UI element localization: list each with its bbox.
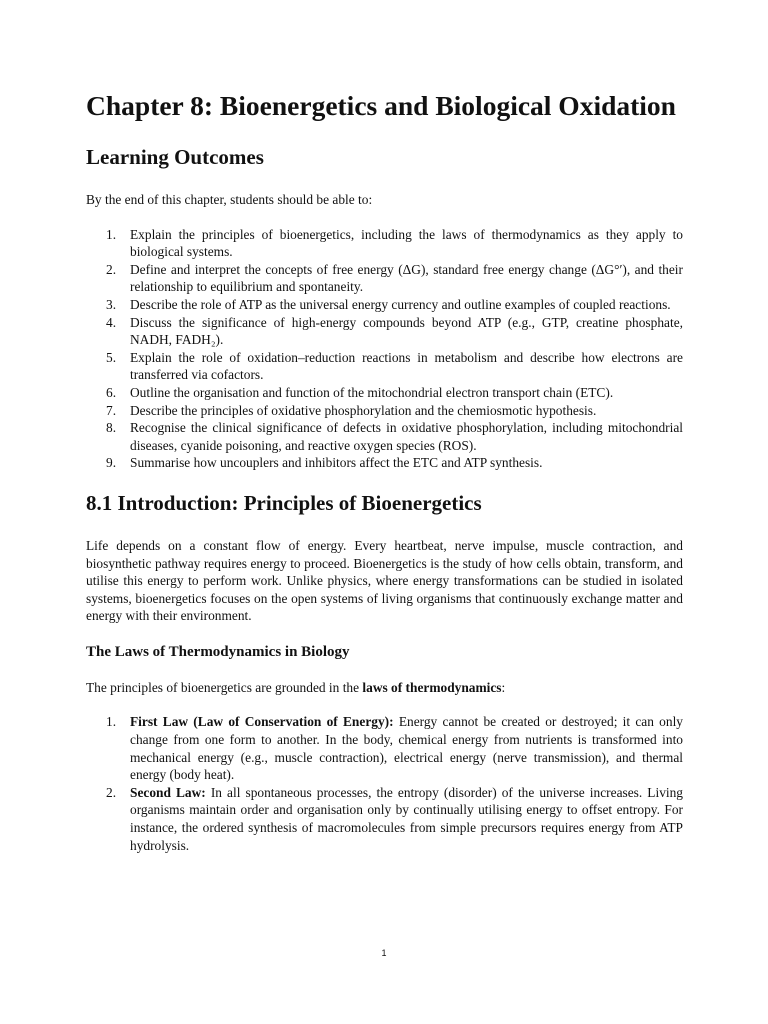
chapter-title: Chapter 8: Bioenergetics and Biological Oxidation (86, 90, 676, 121)
list-item: 1. Explain the principles of bioenergetics, including the laws of thermodynamics as they apply to biological systems. (106, 226, 683, 260)
list-item: 7. Describe the principles of oxidative phosphorylation and the chemiosmotic hypothesis. (106, 402, 597, 418)
thermodynamics-laws-list (86, 713, 683, 854)
list-item: 8. Recognise the clinical significance of defects in oxidative phosphorylation, including mitochondrial diseases, cyanide poisoning, and reactive oxygen species (ROS). (106, 420, 683, 453)
learning-outcomes-intro: By the end of this chapter, students should be able to: (86, 192, 373, 207)
list-item: 5. Explain the role of oxidation–reduction reactions in metabolism and describe how electrons are transferred via cofactors. (106, 349, 683, 383)
section-8-1-heading: 8.1 Introduction: Principles of Bioenergetics (86, 490, 482, 515)
learning-outcomes-heading: Learning Outcomes (86, 145, 264, 169)
list-item: 4. Discuss the significance of high-energy compounds beyond ATP (e.g., GTP, creatine phosphate, NADH, FADH₂). (106, 314, 683, 348)
list-item: 2. Define and interpret the concepts of free energy (ΔG), standard free energy change (ΔG°′), and their relationship to equilibrium and spontaneity. (106, 261, 683, 295)
learning-outcomes-list (86, 226, 683, 472)
list-item: 2. Second Law: In all spontaneous processes, the entropy (disorder) of the universe increases. Living organisms maintain order and organisation only by continually utilising energy to offset entropy. For instance, the ordered synthesis of macromolecules from simple precursors requires energy from ATP hydrolysis. (106, 784, 683, 853)
thermodynamics-subheading: The Laws of Thermodynamics in Biology (86, 643, 350, 660)
page-number: 1 (381, 948, 387, 958)
section-8-1-paragraph: Life depends on a constant flow of energy. Every heartbeat, nerve impulse, muscle contraction, and biosynthetic pathway requires energy to proceed. Bioenergetics is the study of how cells obtain, transform, and utilise this energy to perform work. Unlike physics, where energy transformations can be studied in isolated systems, bioenergetics focuses on the open systems of living organisms that continuously exchange matter and energy with their environment. (86, 537, 683, 624)
list-item: 3. Describe the role of ATP as the universal energy currency and outline examples of coupled reactions. (106, 296, 671, 312)
list-item: 9. Summarise how uncouplers and inhibitors affect the ETC and ATP synthesis. (106, 455, 543, 471)
page-content (86, 88, 683, 854)
list-item: 1. First Law (Law of Conservation of Energy): Energy cannot be created or destroyed; it can only change from one form to another. In the body, chemical energy from nutrients is transformed into mechanical energy (e.g., muscle contraction), electrical energy (nerve transmission), and thermal energy (body heat). (106, 714, 683, 783)
list-item: 6. Outline the organisation and function of the mitochondrial electron transport chain (ETC). (106, 384, 614, 400)
laws-intro: The principles of bioenergetics are grounded in the laws of thermodynamics: (86, 679, 506, 695)
